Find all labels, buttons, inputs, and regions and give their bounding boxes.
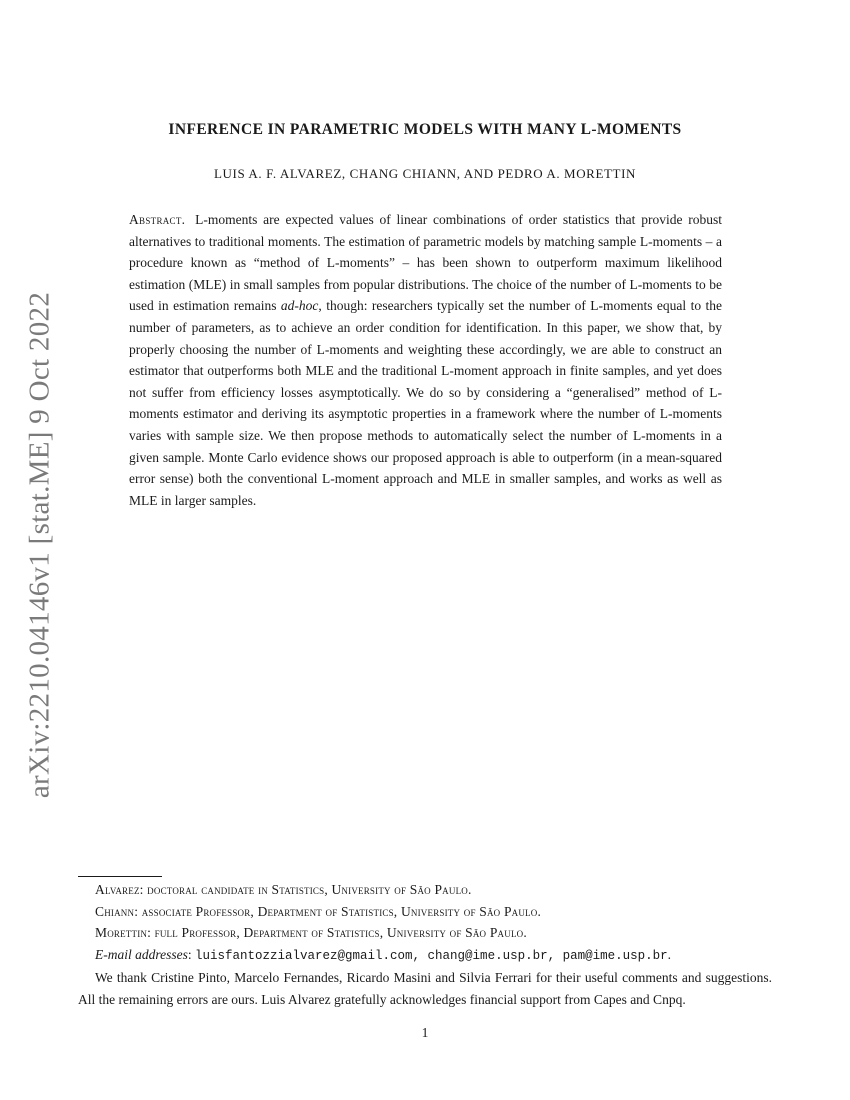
abstract-italic-term: ad-hoc (280, 298, 319, 314)
page-number: 1 (421, 1025, 429, 1040)
arxiv-identifier: arXiv:2210.04146v1 [stat.ME] 9 Oct 2022 (23, 291, 56, 799)
paper-title: INFERENCE IN PARAMETRIC MODELS WITH MANY L-MOMENTS (168, 121, 682, 138)
abstract-text-part-1: L-moments are expected values of linear combinations of order statistics that provide robust alternatives to traditional moments. The estimation of parametric models by matching sample L-moments – a procedure known as “method of L-moments” – has been shown to outperform maximum likelihood estimation (MLE) in small samples from popular distributions. The choice of the number of L-moments to be used in estimation remains (129, 212, 722, 314)
footnotes (78, 879, 772, 1011)
abstract-text-part-2: , though: researchers typically set the number of L-moments equal to the number of parameters, as to achieve an order condition for identification. In this paper, we show that, by properly choosing the number of L-moments and weighting these accordingly, we are able to construct an estimator that outperforms both MLE and the traditional L-moment approach in finite samples, and yet does not suffer from efficiency losses asymptotically. We do so by considering a “generalised” method of L-moments estimator and deriving its asymptotic properties in a framework where the number of L-moments varies with sample size. We then propose methods to automatically select the number of L-moments in a given sample. Monte Carlo evidence shows our proposed approach is able to outperform (in a mean-squared error sense) both the conventional L-moment approach and MLE in smaller samples, and works as well as MLE in larger samples. (129, 298, 722, 508)
abstract-label: Abstract. (129, 212, 186, 227)
paper-authors: LUIS A. F. ALVAREZ, CHANG CHIANN, AND PEDRO A. MORETTIN (214, 166, 636, 181)
footnote-acknowledgements: We thank Cristine Pinto, Marcelo Fernandes, Ricardo Masini and Silvia Ferrari for their useful comments and suggestions. All the remaining errors are ours. Luis Alvarez gratefully acknowledges financial support from Capes and Cnpq. (78, 970, 772, 1007)
abstract (129, 209, 722, 511)
footnote-chiann: Chiann: associate Professor, Department of Statistics, University of São Paulo. (95, 903, 542, 919)
footnote-divider (78, 876, 162, 877)
footnote-emails: E-mail addresses: luisfantozzialvarez@gmail.com, chang@ime.usp.br, pam@ime.usp.br. (95, 946, 671, 963)
footnote-morettin: Morettin: full Professor, Department of Statistics, University of São Paulo. (95, 925, 527, 941)
footnote-alvarez: Alvarez: doctoral candidate in Statistics, University of São Paulo. (95, 882, 472, 897)
email-addresses: luisfantozzialvarez@gmail.com, chang@ime.usp.br, pam@ime.usp.br (195, 948, 668, 963)
email-label: E-mail addresses (95, 946, 188, 962)
